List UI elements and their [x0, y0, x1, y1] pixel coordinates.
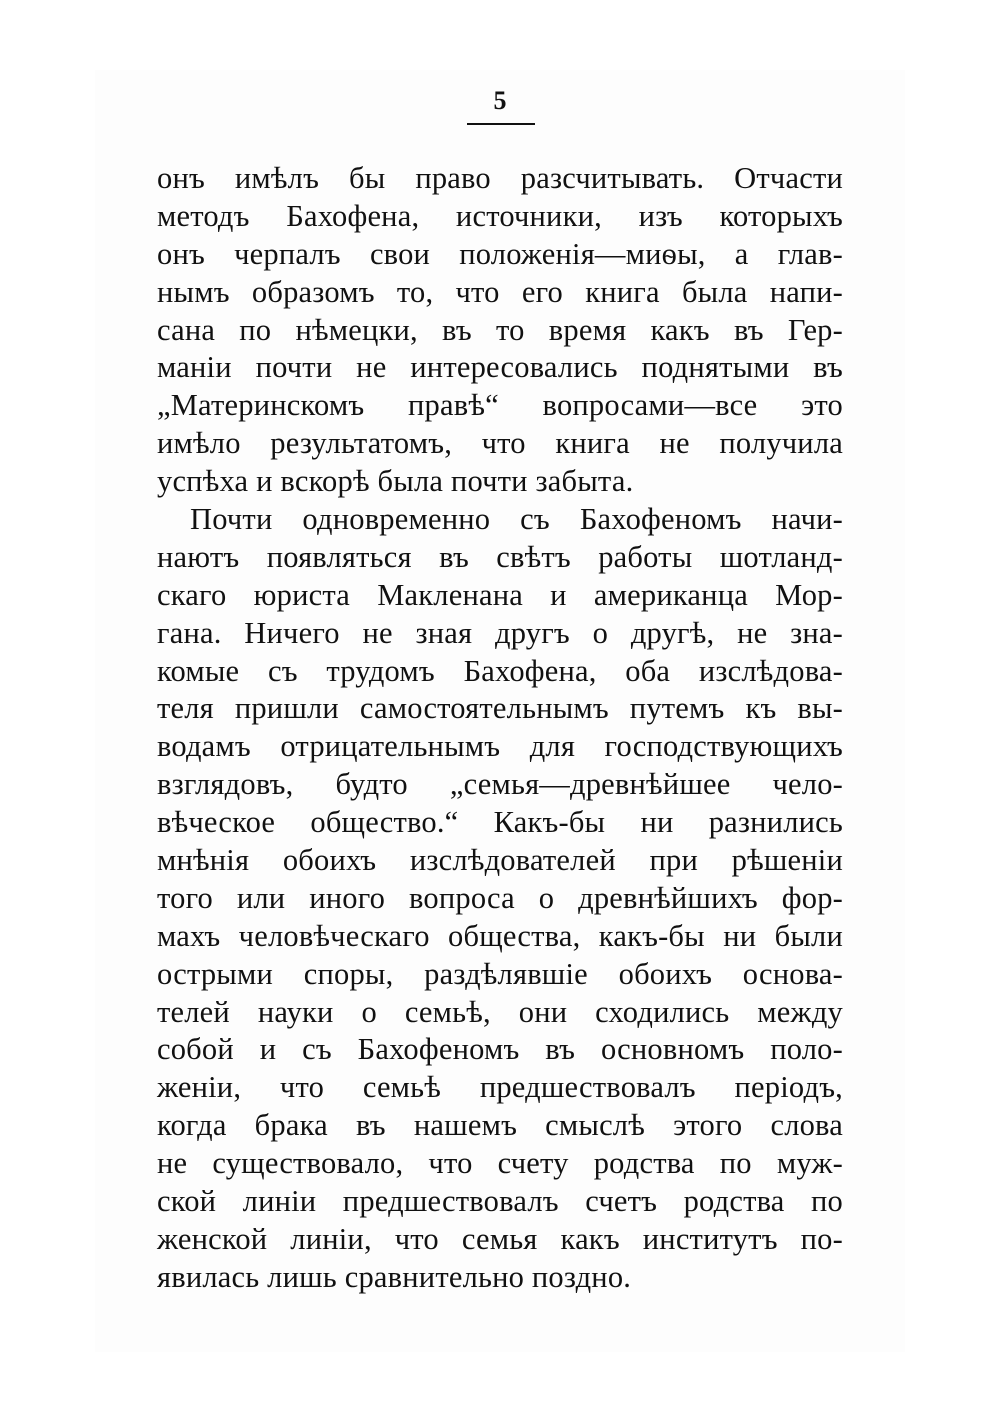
text-line: водамъ отрицательнымъ для господствующихъ: [157, 729, 843, 764]
text-line: комые съ трудомъ Бахофена, оба изслѣдова-: [157, 653, 843, 688]
text-line: скаго юриста Макленана и американца Мор-: [157, 577, 843, 612]
text-line: онъ черпалъ свои положенія—миѳы, а глав-: [157, 236, 843, 271]
text-line: мнѣнія обоихъ изслѣдователей при рѣшеніи: [157, 843, 843, 878]
paragraph-2: [157, 501, 843, 1297]
page-text: [157, 160, 843, 1297]
text-line: ской линіи предшествовалъ счетъ родства по: [157, 1184, 843, 1219]
text-line: нымъ образомъ то, что его книга была напи-: [157, 274, 843, 309]
text-line: наютъ появляться въ свѣтъ работы шотланд-: [157, 539, 843, 574]
text-line: острыми споры, раздѣлявшіе обоихъ основа-: [157, 956, 843, 991]
text-line: Почти одновременно съ Бахофеномъ начи-: [190, 502, 843, 537]
page-number: 5: [493, 86, 507, 115]
text-line: женской линіи, что семья какъ институтъ по-: [157, 1221, 843, 1256]
text-line: сана по нѣмецки, въ то время какъ въ Гер-: [157, 312, 843, 347]
text-line: взглядовъ, будто „семья—древнѣйшее чело-: [157, 767, 843, 802]
text-line: имѣло результатомъ, что книга не получила: [157, 426, 843, 461]
text-line: когда брака въ нашемъ смыслѣ этого слова: [157, 1108, 843, 1143]
text-line: „Материнскомъ правѣ“ вопросами—все это: [157, 388, 843, 423]
text-line: женіи, что семьѣ предшествовалъ періодъ,: [157, 1070, 843, 1105]
text-line: телей науки о семьѣ, они сходились между: [157, 994, 843, 1029]
text-line: вѣческое общество.“ Какъ-бы ни разнились: [157, 805, 843, 840]
text-line: не существовало, что счету родства по муж-: [157, 1146, 843, 1181]
paragraph-1: [157, 160, 843, 501]
text-line: того или иного вопроса о древнѣйшихъ фор-: [157, 880, 843, 915]
text-line: методъ Бахофена, источники, изъ которыхъ: [157, 198, 843, 233]
page-number-rule: [467, 123, 535, 125]
text-line: маніи почти не интересовались поднятыми въ: [157, 350, 843, 385]
text-line: гана. Ничего не зная другъ о другѣ, не зна-: [157, 615, 843, 650]
text-line: успѣха и вскорѣ была почти забыта.: [157, 464, 634, 499]
text-line: собой и съ Бахофеномъ въ основномъ поло-: [157, 1032, 843, 1067]
text-line: явилась лишь сравнительно поздно.: [157, 1259, 632, 1294]
text-line: онъ имѣлъ бы право разсчитывать. Отчасти: [157, 161, 843, 195]
text-line: махъ человѣческаго общества, какъ-бы ни были: [157, 918, 843, 953]
text-line: теля пришли самостоятельнымъ путемъ къ вы-: [157, 691, 843, 726]
